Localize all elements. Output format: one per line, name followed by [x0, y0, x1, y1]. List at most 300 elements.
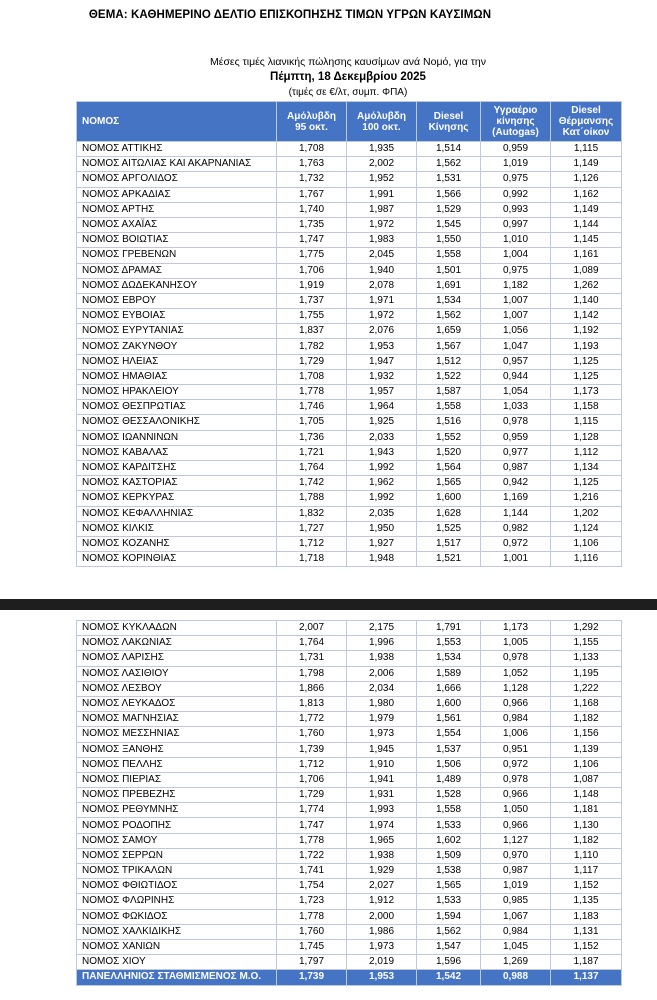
price-cell: 1,600: [417, 491, 481, 506]
prefecture-name-cell: ΝΟΜΟΣ ΛΑΡΙΣΗΣ: [77, 651, 277, 666]
price-cell: 1,788: [277, 491, 347, 506]
price-cell: 1,747: [277, 233, 347, 248]
column-header-autogas: [481, 102, 551, 142]
price-cell: 1,932: [347, 369, 417, 384]
table-row: [77, 833, 622, 848]
price-cell: 2,034: [347, 681, 417, 696]
price-cell: 1,965: [347, 833, 417, 848]
price-cell: 1,127: [481, 833, 551, 848]
price-cell: 1,564: [417, 460, 481, 475]
table-row: [77, 460, 622, 475]
price-cell: 1,957: [347, 385, 417, 400]
price-cell: 0,966: [481, 696, 551, 711]
price-cell: 0,978: [481, 651, 551, 666]
prefecture-name-cell: ΝΟΜΟΣ ΞΑΝΘΗΣ: [77, 742, 277, 757]
price-cell: 1,739: [277, 970, 347, 985]
price-cell: 1,708: [277, 142, 347, 157]
prefecture-name-cell: ΝΟΜΟΣ ΚΕΡΚΥΡΑΣ: [77, 491, 277, 506]
table-row: [77, 712, 622, 727]
price-cell: 1,562: [417, 157, 481, 172]
price-cell: 1,149: [551, 202, 622, 217]
price-cell: 1,754: [277, 879, 347, 894]
price-cell: 1,045: [481, 939, 551, 954]
price-cell: 1,537: [417, 742, 481, 757]
prefecture-name-cell: ΝΟΜΟΣ ΑΡΚΑΔΙΑΣ: [77, 187, 277, 202]
column-header-label: ΝΟΜΟΣ: [82, 116, 120, 127]
price-cell: 1,712: [277, 757, 347, 772]
price-cell: 1,538: [417, 864, 481, 879]
column-header-unleaded95: [277, 102, 347, 142]
table-row: [77, 521, 622, 536]
price-cell: 0,959: [481, 142, 551, 157]
price-cell: 1,112: [551, 445, 622, 460]
prefecture-name-cell: ΝΟΜΟΣ ΑΡΤΗΣ: [77, 202, 277, 217]
price-cell: 1,522: [417, 369, 481, 384]
prefecture-name-cell: ΝΟΜΟΣ ΚΑΡΔΙΤΣΗΣ: [77, 460, 277, 475]
price-cell: 1,925: [347, 415, 417, 430]
price-cell: 1,767: [277, 187, 347, 202]
table-row: [77, 788, 622, 803]
price-cell: 1,706: [277, 772, 347, 787]
prefecture-name-cell: ΝΟΜΟΣ ΦΩΚΙΔΟΣ: [77, 909, 277, 924]
prefecture-name-cell: ΝΟΜΟΣ ΛΕΣΒΟΥ: [77, 681, 277, 696]
price-cell: 1,718: [277, 552, 347, 567]
price-cell: 1,542: [417, 970, 481, 985]
price-cell: 1,125: [551, 369, 622, 384]
prefecture-name-cell: ΝΟΜΟΣ ΧΑΝΙΩΝ: [77, 939, 277, 954]
price-cell: 1,019: [481, 157, 551, 172]
price-cell: 0,972: [481, 757, 551, 772]
price-cell: 0,992: [481, 187, 551, 202]
prefecture-name-cell: ΝΟΜΟΣ ΦΛΩΡΙΝΗΣ: [77, 894, 277, 909]
table-row: [77, 651, 622, 666]
prefecture-name-cell: ΝΟΜΟΣ ΦΘΙΩΤΙΔΟΣ: [77, 879, 277, 894]
prefecture-name-cell: ΝΟΜΟΣ ΚΙΛΚΙΣ: [77, 521, 277, 536]
price-cell: 1,262: [551, 278, 622, 293]
price-cell: 1,531: [417, 172, 481, 187]
table-row: [77, 324, 622, 339]
column-header-label: κίνησης: [496, 116, 535, 127]
price-cell: 1,553: [417, 636, 481, 651]
price-cell: 1,131: [551, 924, 622, 939]
price-cell: 1,050: [481, 803, 551, 818]
price-cell: 1,155: [551, 636, 622, 651]
price-cell: 0,959: [481, 430, 551, 445]
price-cell: 1,007: [481, 293, 551, 308]
price-cell: 1,169: [481, 491, 551, 506]
column-header-label: Κατ΄οίκον: [562, 127, 610, 138]
price-cell: 0,982: [481, 521, 551, 536]
column-header-diesel: [417, 102, 481, 142]
price-cell: 1,001: [481, 552, 551, 567]
price-cell: 1,589: [417, 666, 481, 681]
prefecture-name-cell: ΝΟΜΟΣ ΠΕΛΛΗΣ: [77, 757, 277, 772]
table-row: [77, 248, 622, 263]
total-row: [77, 970, 622, 985]
price-cell: 1,948: [347, 552, 417, 567]
price-cell: 2,045: [347, 248, 417, 263]
price-cell: 1,533: [417, 818, 481, 833]
price-cell: 1,938: [347, 848, 417, 863]
price-cell: 1,566: [417, 187, 481, 202]
price-cell: 2,078: [347, 278, 417, 293]
prefecture-name-cell: ΝΟΜΟΣ ΚΕΦΑΛΛΗΝΙΑΣ: [77, 506, 277, 521]
prefecture-name-cell: ΝΟΜΟΣ ΤΡΙΚΑΛΩΝ: [77, 864, 277, 879]
table-row: [77, 909, 622, 924]
price-cell: 1,964: [347, 400, 417, 415]
price-cell: 1,182: [551, 712, 622, 727]
price-cell: 0,975: [481, 172, 551, 187]
table-row: [77, 894, 622, 909]
prefecture-name-cell: ΝΟΜΟΣ ΧΑΛΚΙΔΙΚΗΣ: [77, 924, 277, 939]
price-cell: 1,746: [277, 400, 347, 415]
price-cell: 0,966: [481, 788, 551, 803]
price-cell: 1,941: [347, 772, 417, 787]
price-cell: 1,813: [277, 696, 347, 711]
price-cell: 1,004: [481, 248, 551, 263]
prefecture-name-cell: ΝΟΜΟΣ ΚΥΚΛΑΔΩΝ: [77, 621, 277, 636]
prefecture-name-cell: ΝΟΜΟΣ ΚΑΣΤΟΡΙΑΣ: [77, 476, 277, 491]
price-cell: 2,027: [347, 879, 417, 894]
table-row: [77, 263, 622, 278]
table-row: [77, 369, 622, 384]
price-cell: 1,755: [277, 309, 347, 324]
price-cell: 0,984: [481, 924, 551, 939]
table-row: [77, 339, 622, 354]
price-cell: 1,089: [551, 263, 622, 278]
price-cell: 1,596: [417, 955, 481, 970]
price-cell: 1,144: [481, 506, 551, 521]
table-row: [77, 293, 622, 308]
price-cell: 1,517: [417, 536, 481, 551]
price-cell: 1,628: [417, 506, 481, 521]
price-cell: 1,729: [277, 354, 347, 369]
prefecture-name-cell: ΝΟΜΟΣ ΚΟΖΑΝΗΣ: [77, 536, 277, 551]
table-row: [77, 803, 622, 818]
table-row: [77, 309, 622, 324]
table-row: [77, 506, 622, 521]
price-cell: 1,106: [551, 536, 622, 551]
table-row: [77, 385, 622, 400]
price-cell: 1,152: [551, 879, 622, 894]
price-cell: 1,986: [347, 924, 417, 939]
price-cell: 1,558: [417, 803, 481, 818]
table-row: [77, 772, 622, 787]
price-cell: 1,125: [551, 354, 622, 369]
price-cell: 1,562: [417, 924, 481, 939]
price-cell: 1,010: [481, 233, 551, 248]
table-row: [77, 187, 622, 202]
prices-table-part1: [76, 101, 622, 567]
column-header-label: 95 οκτ.: [295, 121, 328, 133]
price-cell: 1,945: [347, 742, 417, 757]
price-cell: 1,778: [277, 833, 347, 848]
price-cell: 1,128: [481, 681, 551, 696]
prefecture-name-cell: ΝΟΜΟΣ ΕΒΡΟΥ: [77, 293, 277, 308]
price-cell: 1,837: [277, 324, 347, 339]
column-header-label: Diesel: [433, 110, 464, 122]
table-row: [77, 864, 622, 879]
price-cell: 1,187: [551, 955, 622, 970]
price-cell: 1,722: [277, 848, 347, 863]
price-cell: 0,957: [481, 354, 551, 369]
price-cell: 1,764: [277, 636, 347, 651]
price-cell: 1,973: [347, 727, 417, 742]
price-cell: 1,173: [481, 621, 551, 636]
price-cell: 0,993: [481, 202, 551, 217]
price-cell: 1,110: [551, 848, 622, 863]
prefecture-name-cell: ΝΟΜΟΣ ΕΥΡΥΤΑΝΙΑΣ: [77, 324, 277, 339]
table-body-part1: [77, 142, 622, 567]
column-header-label: Αμόλυβδη: [357, 110, 406, 122]
price-cell: 1,602: [417, 833, 481, 848]
table-row: [77, 354, 622, 369]
column-header-unleaded100: [347, 102, 417, 142]
table-row: [77, 939, 622, 954]
prefecture-name-cell: ΝΟΜΟΣ ΘΕΣΠΡΩΤΙΑΣ: [77, 400, 277, 415]
prefecture-name-cell: ΝΟΜΟΣ ΙΩΑΝΝΙΝΩΝ: [77, 430, 277, 445]
prefecture-name-cell: ΝΟΜΟΣ ΛΑΚΩΝΙΑΣ: [77, 636, 277, 651]
price-cell: 1,142: [551, 309, 622, 324]
prefecture-name-cell: ΝΟΜΟΣ ΔΩΔΕΚΑΝΗΣΟΥ: [77, 278, 277, 293]
price-cell: 1,525: [417, 521, 481, 536]
price-cell: 1,587: [417, 385, 481, 400]
price-cell: 1,972: [347, 217, 417, 232]
price-cell: 1,005: [481, 636, 551, 651]
table-row: [77, 696, 622, 711]
prefecture-name-cell: ΝΟΜΟΣ ΕΥΒΟΙΑΣ: [77, 309, 277, 324]
table-row: [77, 621, 622, 636]
column-header-nomos: [77, 102, 277, 142]
price-cell: 1,562: [417, 309, 481, 324]
price-cell: 1,529: [417, 202, 481, 217]
price-cell: 1,931: [347, 788, 417, 803]
price-cell: 1,747: [277, 818, 347, 833]
column-header-label: Υγραέριο: [493, 105, 538, 116]
price-cell: 1,938: [347, 651, 417, 666]
price-cell: 1,550: [417, 233, 481, 248]
price-cell: 0,972: [481, 536, 551, 551]
price-cell: 2,033: [347, 430, 417, 445]
prefecture-name-cell: ΝΟΜΟΣ ΠΙΕΡΙΑΣ: [77, 772, 277, 787]
price-cell: 0,977: [481, 445, 551, 460]
table-row: [77, 727, 622, 742]
price-cell: 1,140: [551, 293, 622, 308]
price-cell: 1,033: [481, 400, 551, 415]
price-cell: 1,125: [551, 476, 622, 491]
price-cell: 1,979: [347, 712, 417, 727]
table-row: [77, 491, 622, 506]
price-cell: 0,951: [481, 742, 551, 757]
price-cell: 1,729: [277, 788, 347, 803]
price-cell: 1,117: [551, 864, 622, 879]
price-cell: 1,115: [551, 415, 622, 430]
price-cell: 0,966: [481, 818, 551, 833]
price-cell: 1,774: [277, 803, 347, 818]
price-cell: 1,158: [551, 400, 622, 415]
price-cell: 1,927: [347, 536, 417, 551]
price-cell: 1,489: [417, 772, 481, 787]
table-row: [77, 552, 622, 567]
price-cell: 1,124: [551, 521, 622, 536]
prefecture-name-cell: ΝΟΜΟΣ ΡΕΘΥΜΝΗΣ: [77, 803, 277, 818]
price-cell: 1,736: [277, 430, 347, 445]
price-cell: 1,552: [417, 430, 481, 445]
price-cell: 1,763: [277, 157, 347, 172]
price-cell: 2,076: [347, 324, 417, 339]
price-cell: 1,741: [277, 864, 347, 879]
column-header-label: 100 οκτ.: [362, 121, 401, 133]
price-cell: 1,056: [481, 324, 551, 339]
price-cell: 1,971: [347, 293, 417, 308]
document-title: ΘΕΜΑ: ΚΑΘΗΜΕΡΙΝΟ ΔΕΛΤΙΟ ΕΠΙΣΚΟΠΗΣΗΣ ΤΙΜΩΝ ΥΓΡΩΝ ΚΑΥΣΙΜΩΝ: [88, 9, 492, 21]
prefecture-name-cell: ΝΟΜΟΣ ΔΡΑΜΑΣ: [77, 263, 277, 278]
price-cell: 1,269: [481, 955, 551, 970]
price-cell: 1,992: [347, 460, 417, 475]
prefecture-name-cell: ΝΟΜΟΣ ΚΑΒΑΛΑΣ: [77, 445, 277, 460]
price-cell: 2,006: [347, 666, 417, 681]
price-cell: 1,731: [277, 651, 347, 666]
price-cell: 1,764: [277, 460, 347, 475]
column-header-label: Κίνησης: [428, 121, 469, 133]
price-cell: 1,516: [417, 415, 481, 430]
prefecture-name-cell: ΝΟΜΟΣ ΚΟΡΙΝΘΙΑΣ: [77, 552, 277, 567]
price-cell: 0,984: [481, 712, 551, 727]
table-row: [77, 757, 622, 772]
price-cell: 1,953: [347, 970, 417, 985]
price-cell: 1,983: [347, 233, 417, 248]
price-cell: 1,161: [551, 248, 622, 263]
price-cell: 1,116: [551, 552, 622, 567]
table-row: [77, 818, 622, 833]
price-cell: 0,988: [481, 970, 551, 985]
price-cell: 1,991: [347, 187, 417, 202]
price-cell: 1,691: [417, 278, 481, 293]
price-cell: 1,980: [347, 696, 417, 711]
price-cell: 1,501: [417, 263, 481, 278]
price-cell: 2,035: [347, 506, 417, 521]
price-cell: 1,992: [347, 491, 417, 506]
price-cell: 1,156: [551, 727, 622, 742]
table-row: [77, 666, 622, 681]
price-cell: 1,659: [417, 324, 481, 339]
price-cell: 2,019: [347, 955, 417, 970]
price-cell: 1,182: [481, 278, 551, 293]
price-cell: 1,148: [551, 788, 622, 803]
price-cell: 1,506: [417, 757, 481, 772]
price-cell: 1,528: [417, 788, 481, 803]
price-cell: 1,791: [417, 621, 481, 636]
price-cell: 1,558: [417, 400, 481, 415]
price-cell: 0,987: [481, 864, 551, 879]
price-cell: 0,978: [481, 415, 551, 430]
prefecture-name-cell: ΝΟΜΟΣ ΡΟΔΟΠΗΣ: [77, 818, 277, 833]
price-cell: 1,202: [551, 506, 622, 521]
column-header-label: Θέρμανσης: [558, 116, 614, 127]
table-row: [77, 636, 622, 651]
price-cell: 1,797: [277, 955, 347, 970]
price-cell: 1,106: [551, 757, 622, 772]
price-cell: 1,798: [277, 666, 347, 681]
price-cell: 1,554: [417, 727, 481, 742]
price-cell: 1,723: [277, 894, 347, 909]
price-cell: 1,521: [417, 552, 481, 567]
price-cell: 1,007: [481, 309, 551, 324]
column-header-label: Diesel: [571, 105, 601, 116]
prefecture-name-cell: ΝΟΜΟΣ ΗΡΑΚΛΕΙΟΥ: [77, 385, 277, 400]
prefecture-name-cell: ΝΟΜΟΣ ΣΕΡΡΩΝ: [77, 848, 277, 863]
price-cell: 2,007: [277, 621, 347, 636]
prefecture-name-cell: ΝΟΜΟΣ ΧΙΟΥ: [77, 955, 277, 970]
price-cell: 1,712: [277, 536, 347, 551]
table-row: [77, 476, 622, 491]
price-cell: 1,130: [551, 818, 622, 833]
price-cell: 1,565: [417, 879, 481, 894]
price-cell: 1,706: [277, 263, 347, 278]
prefecture-name-cell: ΝΟΜΟΣ ΒΟΙΩΤΙΑΣ: [77, 233, 277, 248]
table-row: [77, 879, 622, 894]
table-body-part2: [77, 621, 622, 986]
price-cell: 1,162: [551, 187, 622, 202]
price-cell: 0,978: [481, 772, 551, 787]
table-row: [77, 536, 622, 551]
table-row: [77, 955, 622, 970]
table-row: [77, 742, 622, 757]
price-cell: 2,175: [347, 621, 417, 636]
price-cell: 1,047: [481, 339, 551, 354]
price-cell: 1,192: [551, 324, 622, 339]
prefecture-name-cell: ΝΟΜΟΣ ΛΕΥΚΑΔΟΣ: [77, 696, 277, 711]
price-cell: 1,509: [417, 848, 481, 863]
table-row: [77, 430, 622, 445]
column-header-heating-diesel: [551, 102, 622, 142]
price-cell: 1,558: [417, 248, 481, 263]
price-cell: 1,533: [417, 894, 481, 909]
subtitle-line: Μέσες τιμές λιανικής πώλησης καυσίμων ανά Νομό, για την: [210, 56, 486, 68]
table-row: [77, 233, 622, 248]
price-cell: 1,973: [347, 939, 417, 954]
price-cell: 1,974: [347, 818, 417, 833]
table-row: [77, 172, 622, 187]
prefecture-name-cell: ΝΟΜΟΣ ΓΡΕΒΕΝΩΝ: [77, 248, 277, 263]
price-cell: 1,006: [481, 727, 551, 742]
prefecture-name-cell: ΝΟΜΟΣ ΑΡΓΟΛΙΔΟΣ: [77, 172, 277, 187]
price-cell: 1,567: [417, 339, 481, 354]
price-cell: 1,745: [277, 939, 347, 954]
prefecture-name-cell: ΝΟΜΟΣ ΖΑΚΥΝΘΟΥ: [77, 339, 277, 354]
price-cell: 1,195: [551, 666, 622, 681]
price-cell: 1,705: [277, 415, 347, 430]
price-cell: 2,000: [347, 909, 417, 924]
price-cell: 1,067: [481, 909, 551, 924]
price-cell: 1,128: [551, 430, 622, 445]
price-cell: 1,943: [347, 445, 417, 460]
price-cell: 1,149: [551, 157, 622, 172]
prefecture-name-cell: ΝΟΜΟΣ ΑΧΑΪΑΣ: [77, 217, 277, 232]
price-cell: 1,996: [347, 636, 417, 651]
price-cell: 1,735: [277, 217, 347, 232]
prices-table-part2: [76, 620, 622, 986]
price-cell: 1,520: [417, 445, 481, 460]
table-row: [77, 848, 622, 863]
table-row: [77, 217, 622, 232]
price-cell: 1,144: [551, 217, 622, 232]
price-cell: 1,742: [277, 476, 347, 491]
price-cell: 1,760: [277, 727, 347, 742]
price-cell: 1,594: [417, 909, 481, 924]
units-note: (τιμές σε €/λτ, συμπ. ΦΠΑ): [288, 87, 408, 98]
price-cell: 1,182: [551, 833, 622, 848]
